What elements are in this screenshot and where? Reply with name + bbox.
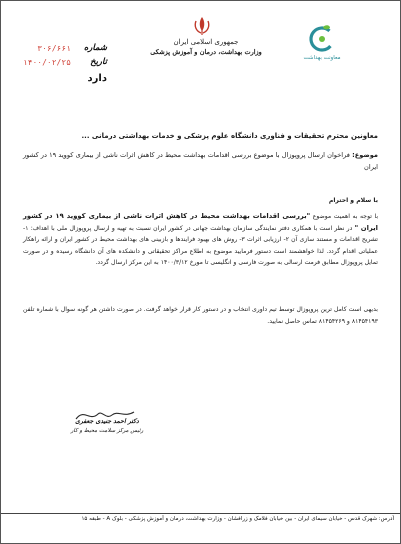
para1-rest: در نظر است با همکاری دفتر نمایندگی سازمان بهداشت جهانی در کشور ایران نسبت به تهیه و ارسال پروپوزال ملی با اهداف: ۱- تشریح اقدامات و مستند سازی آن ۲- ارزیابی اثرات ۳- روش های بهبود فرایندها و بازبینی های بهداشت محیط در کشور ایران و ارائه راهکار عملیاتی اقدام گردد. لذا خواهشمند است دستور فرمایید موضوع به اطلاع مراکز تحقیقاتی و دانشکده های آن دانشگاه رسیده و در صورت تمایل پروپوزال مطابق فرمت ارسالی به صورت فارسی و انگلیسی تا مورخ ۱۴۰۰/۳/۱۲ به این مرکز ارسال گردد. [23,224,378,266]
letter-meta [17,41,107,84]
iran-emblem-icon [191,15,213,37]
signer-name: دکتر احمد جنیدی جعفری [75,418,139,425]
footer-divider [1,513,400,514]
body-paragraph-2: بدیهی است کامل ترین پروپوزال توسط تیم داوری انتخاب و در دستور کار قرار خواهد گرفت. در صورت داشتن هر گونه سوال با شماره تلفن ۸۱۴۵۴۱۹۳ و ۸۱۴۵۴۲۶۹ تماس حاصل نمایید. [23,306,378,325]
ministry-line-1: جمهوری اسلامی ایران [173,38,239,46]
signature-block [62,406,152,434]
footer-address: آدرس: شهرک قدس - خیابان سیمای ایران - بین خیابان فلامک و زرافشان - وزارت بهداشت، درمان و آموزش پزشکی - بلوک A - طبقه ۱۵ [81,516,394,522]
greeting: با سلام و احترام [328,197,378,204]
date-value: ۱۴۰۰/۰۲/۲۵ [22,57,71,67]
health-deputy-logo [299,23,345,61]
subject-text: فراخوان ارسال پروپوزال با موضوع بررسی اقدامات بهداشت محیط در کاهش اثرات ناشی از بیماری کووید ۱۹ در کشور ایران [23,151,378,171]
subject-label: موضوع: [352,151,378,159]
health-logo-icon [307,23,337,53]
number-label: شماره [83,43,107,53]
logo-caption: معاونت بهداشت [303,55,341,61]
ministry-line-2: وزارت بهداشت، درمان و آموزش پزشکی [150,48,262,56]
subject-line [23,149,378,173]
ministry-header [131,37,281,57]
para1-topic: "بررسی اقدامات بهداشت محیط در کاهش اثرات ناشی از بیماری کووید ۱۹ در کشور ایران " [23,212,379,232]
para1-intro: با توجه به اهمیت موضوع [312,213,379,220]
number-value: ۳۰۶/۶۶۱ [37,43,71,53]
body-paragraph-1 [23,211,378,269]
attachment-status: دارد [87,73,107,84]
signer-title: رئیس مرکز سلامت محیط و کار [70,428,144,434]
recipient-line: معاونین محترم تحقیقات و فناوری دانشگاه علوم پزشکی و خدمات بهداشتی درمانی ... [81,132,378,140]
date-label: تاریخ [90,57,107,67]
